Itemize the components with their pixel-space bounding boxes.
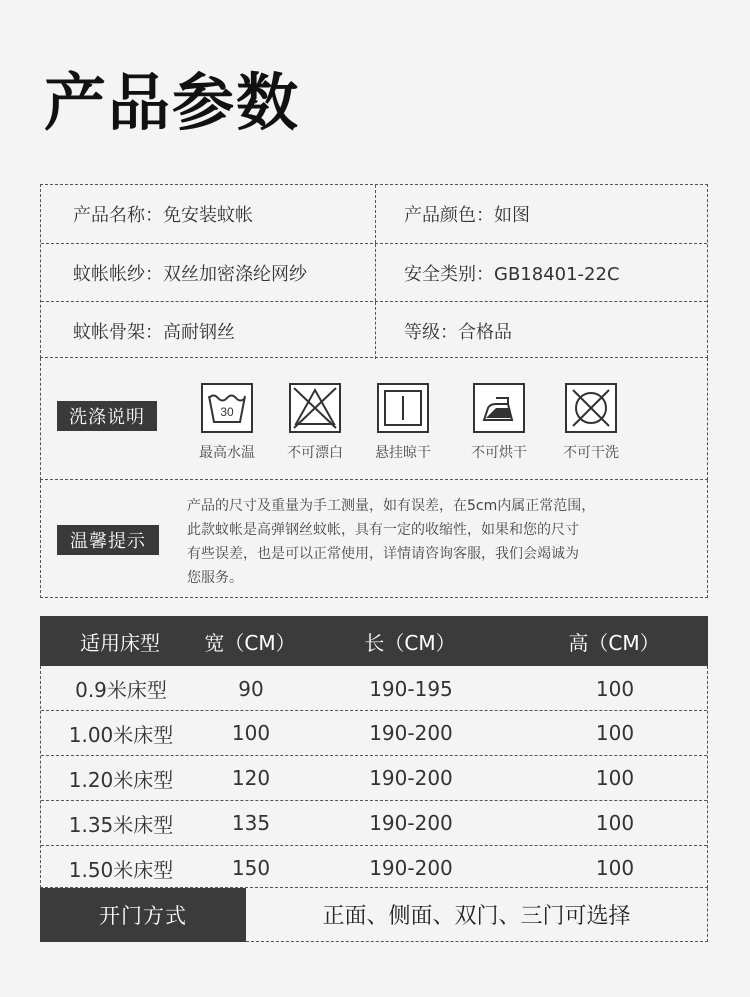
info-cell: 产品名称：免安装蚊帐	[73, 205, 253, 226]
table-cell: 1.50米床型	[68, 857, 174, 882]
size-table-header	[40, 616, 708, 666]
tip-section	[40, 480, 708, 598]
info-cell: 产品颜色：如图	[375, 185, 709, 243]
table-cell: 1.35米床型	[68, 812, 174, 837]
hang-dry-icon	[376, 382, 430, 434]
table-cell: 100	[595, 766, 635, 790]
info-cell: 蚊帐帐纱：双丝加密涤纶网纱	[73, 263, 307, 285]
table-cell: 190-195	[369, 676, 453, 701]
table-cell: 120	[231, 766, 271, 790]
info-cell: 等级：合格品	[375, 302, 709, 359]
wash-item	[275, 382, 355, 462]
table-row	[41, 755, 707, 800]
table-row	[41, 666, 707, 711]
tip-line: 您服务。	[187, 570, 243, 586]
column-header: 宽（CM）	[204, 630, 296, 655]
table-cell: 90	[238, 676, 264, 701]
table-cell: 1.00米床型	[68, 722, 174, 747]
info-row	[41, 185, 707, 243]
wash-section	[40, 358, 708, 480]
wash-temp-label: 30	[220, 405, 234, 419]
wash-label: 洗涤说明	[57, 401, 157, 431]
no-dry-clean-icon	[564, 382, 618, 434]
table-cell: 1.20米床型	[68, 767, 174, 792]
table-cell: 190-200	[369, 811, 453, 835]
no-iron-icon	[472, 382, 526, 434]
info-row	[41, 301, 707, 359]
table-cell: 150	[231, 856, 271, 880]
column-header: 长（CM）	[364, 630, 456, 655]
product-info-table	[40, 184, 708, 358]
table-row	[41, 710, 707, 755]
wash-item	[459, 382, 539, 462]
table-row	[41, 800, 707, 845]
tip-text	[187, 494, 657, 590]
tip-label: 温馨提示	[57, 525, 159, 555]
open-way-label: 开门方式	[40, 888, 246, 942]
table-cell: 100	[595, 721, 635, 745]
column-header: 高（CM）	[568, 630, 660, 655]
table-cell: 100	[231, 721, 271, 745]
tip-line: 此款蚊帐是高弹钢丝蚊帐，具有一定的收缩性，如果和您的尺寸	[187, 522, 579, 538]
wash-item	[363, 382, 443, 462]
table-cell: 100	[595, 811, 635, 835]
wash-caption: 最高水温	[199, 445, 255, 461]
tip-line: 产品的尺寸及重量为手工测量，如有误差，在5cm内属正常范围，	[187, 498, 596, 514]
wash-30-icon	[200, 382, 254, 434]
wash-caption: 不可干洗	[563, 445, 619, 461]
table-cell: 100	[595, 856, 635, 880]
table-cell: 190-200	[369, 721, 453, 745]
wash-item	[187, 382, 267, 462]
open-way-value: 正面、侧面、双门、三门可选择	[246, 888, 708, 942]
table-cell: 135	[231, 811, 271, 835]
wash-caption: 不可漂白	[287, 445, 343, 461]
tip-line: 有些误差，也是可以正常使用，详情请咨询客服，我们会竭诚为	[187, 546, 579, 562]
wash-caption: 悬挂晾干	[375, 445, 431, 461]
info-row	[41, 243, 707, 301]
info-cell: 蚊帐骨架：高耐钢丝	[73, 321, 235, 343]
column-header: 适用床型	[80, 630, 160, 655]
page-title: 产品参数	[44, 66, 301, 139]
no-bleach-icon	[288, 382, 342, 434]
info-cell: 安全类别：GB18401-22C	[375, 244, 709, 301]
table-cell: 190-200	[369, 856, 453, 880]
table-row	[41, 845, 707, 890]
table-cell: 100	[595, 676, 635, 701]
size-table-body	[40, 666, 708, 888]
table-cell: 190-200	[369, 766, 453, 790]
wash-item	[551, 382, 631, 462]
wash-caption: 不可烘干	[471, 445, 527, 461]
table-cell: 0.9米床型	[75, 678, 167, 702]
